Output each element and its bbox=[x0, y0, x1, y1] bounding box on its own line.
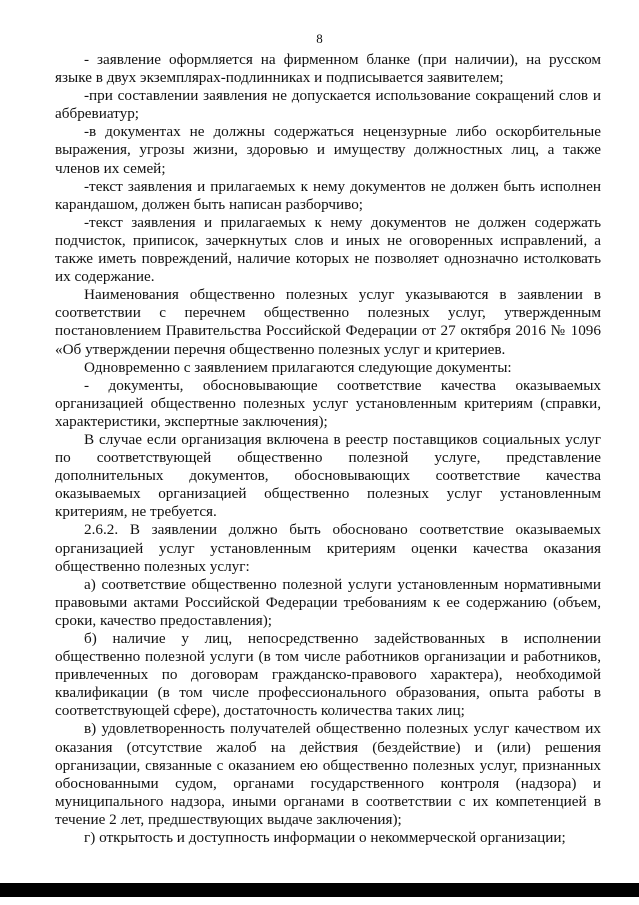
paragraph: а) соответствие общественно полезной услуги установленным нормативными правовыми актами Российской Федерации требованиям к ее содержанию (объем, сроки, качество предоставления); bbox=[55, 575, 601, 629]
page-number: 8 bbox=[316, 31, 323, 46]
paragraph: -в документах не должны содержаться нецензурные либо оскорбительные выражения, угрозы жизни, здоровью и имуществу должностных лиц, а также членов их семей; bbox=[55, 123, 601, 177]
paragraph: в) удовлетворенность получателей общественно полезных услуг качеством их оказания (отсутствие жалоб на действия (бездействие) и (или) решения организации, связанные с оказанием ею общественно полезных услуг, признанных обоснованными судом, органами государственного контроля (надзора) и муниципального надзора, иными органами в соответствии с их компетенцией в течение 2 лет, предшествующих выдаче заключения); bbox=[55, 720, 601, 828]
paragraph: -текст заявления и прилагаемых к нему документов не должен содержать подчисток, приписок, зачеркнутых слов и иных не оговоренных исправлений, а также иметь повреждений, наличие которых не позволяет однозначно истолковать их содержание. bbox=[55, 213, 601, 286]
paragraph: - документы, обосновывающие соответствие качества оказываемых организацией общественно полезных услуг установленным критериям (справки, характеристики, экспертные заключения); bbox=[55, 376, 601, 430]
paragraph: В случае если организация включена в реестр поставщиков социальных услуг по соответствующей общественно полезной услуге, представление дополнительных документов, обосновывающих соответствие качества оказываемых организацией общественно полезных услуг установленным критериям, не требуется. bbox=[55, 430, 601, 521]
paragraph: б) наличие у лиц, непосредственно задействованных в исполнении общественно полезной услуги (в том числе работников организации и работников, привлеченных по договорам гражданско-правового характера), необходимой квалификации (в том числе профессионального образования, опыта работы в соответствующей сфере), достаточность количества таких лиц; bbox=[55, 630, 601, 720]
document-body bbox=[55, 51, 601, 847]
paragraph: Наименования общественно полезных услуг указываются в заявлении в соответствии с перечнем общественно полезных услуг, утвержденным постановлением Правительства Российской Федерации от 27 октября 2016 № 1096 «Об утверждении перечня общественно полезных услуг и критериев. bbox=[55, 286, 601, 358]
paragraph: -текст заявления и прилагаемых к нему документов не должен быть исполнен карандашом, должен быть написан разборчиво; bbox=[55, 177, 601, 213]
scan-bottom-border bbox=[0, 883, 639, 897]
paragraph: - заявление оформляется на фирменном бланке (при наличии), на русском языке в двух экземплярах-подлинниках и подписывается заявителем; bbox=[55, 51, 601, 87]
paragraph: 2.6.2. В заявлении должно быть обосновано соответствие оказываемых организацией услуг установленным критериям оценки качества оказания общественно полезных услуг: bbox=[55, 521, 601, 575]
paragraph: Одновременно с заявлением прилагаются следующие документы: bbox=[84, 358, 512, 376]
paragraph: г) открытость и доступность информации о некоммерческой организации; bbox=[84, 829, 566, 847]
paragraph: -при составлении заявления не допускается использование сокращений слов и аббревиатур; bbox=[55, 87, 601, 123]
